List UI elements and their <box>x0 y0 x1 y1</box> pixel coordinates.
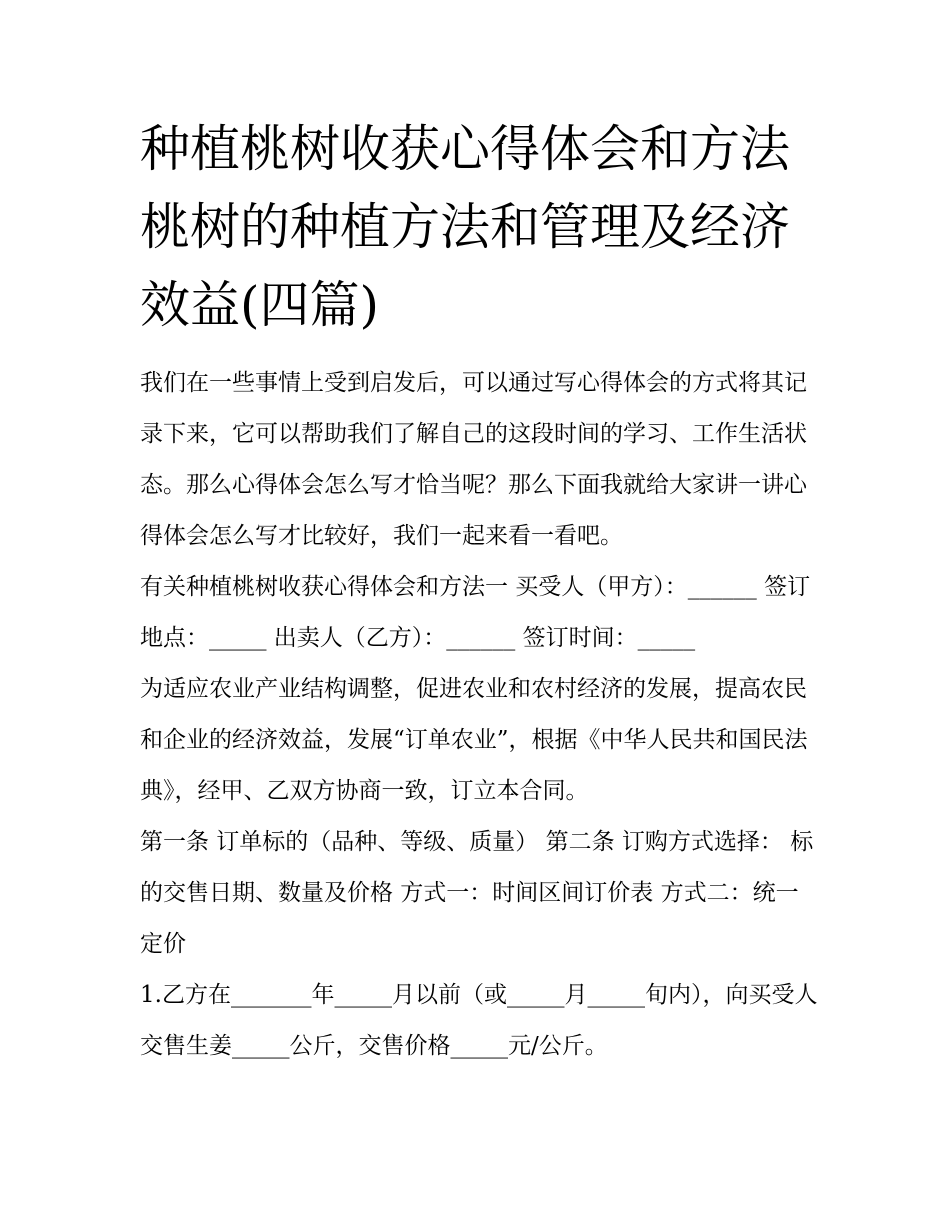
document-body <box>140 358 820 1072</box>
paragraph-intro: 我们在一些事情上受到启发后，可以通过写心得体会的方式将其记录下来，它可以帮助我们了解自己的这段时间的学习、工作生活状态。那么心得体会怎么写才恰当呢？那么下面我就给大家讲一讲心得体会怎么写才比较好，我们一起来看一看吧。 <box>140 370 807 549</box>
paragraph-purpose: 为适应农业产业结构调整，促进农业和农村经济的发展，提高农民和企业的经济效益，发展“订单农业”，根据《中华人民共和国民法典》，经甲、乙双方协商一致，订立本合同。 <box>140 676 808 804</box>
paragraph-article-one-two: 第一条 订单标的（品种、等级、质量） 第二条 订购方式选择： 标的交售日期、数量及价格 方式一：时间区间订价表 方式二：统一定价 <box>140 829 814 957</box>
paragraph-contract-parties: 有关种植桃树收获心得体会和方法一 买受人（甲方）：______ 签订地点：_____ 出卖人（乙方）：______ 签订时间：_____ <box>140 574 811 651</box>
document-page <box>140 110 820 1072</box>
paragraph-delivery-terms: 1.乙方在_______年_____月以前（或_____月_____旬内），向买受人交售生姜_____公斤，交售价格_____元/公斤。 <box>140 982 818 1059</box>
document-title: 种植桃树收获心得体会和方法桃树的种植方法和管理及经济效益(四篇) <box>140 120 790 334</box>
